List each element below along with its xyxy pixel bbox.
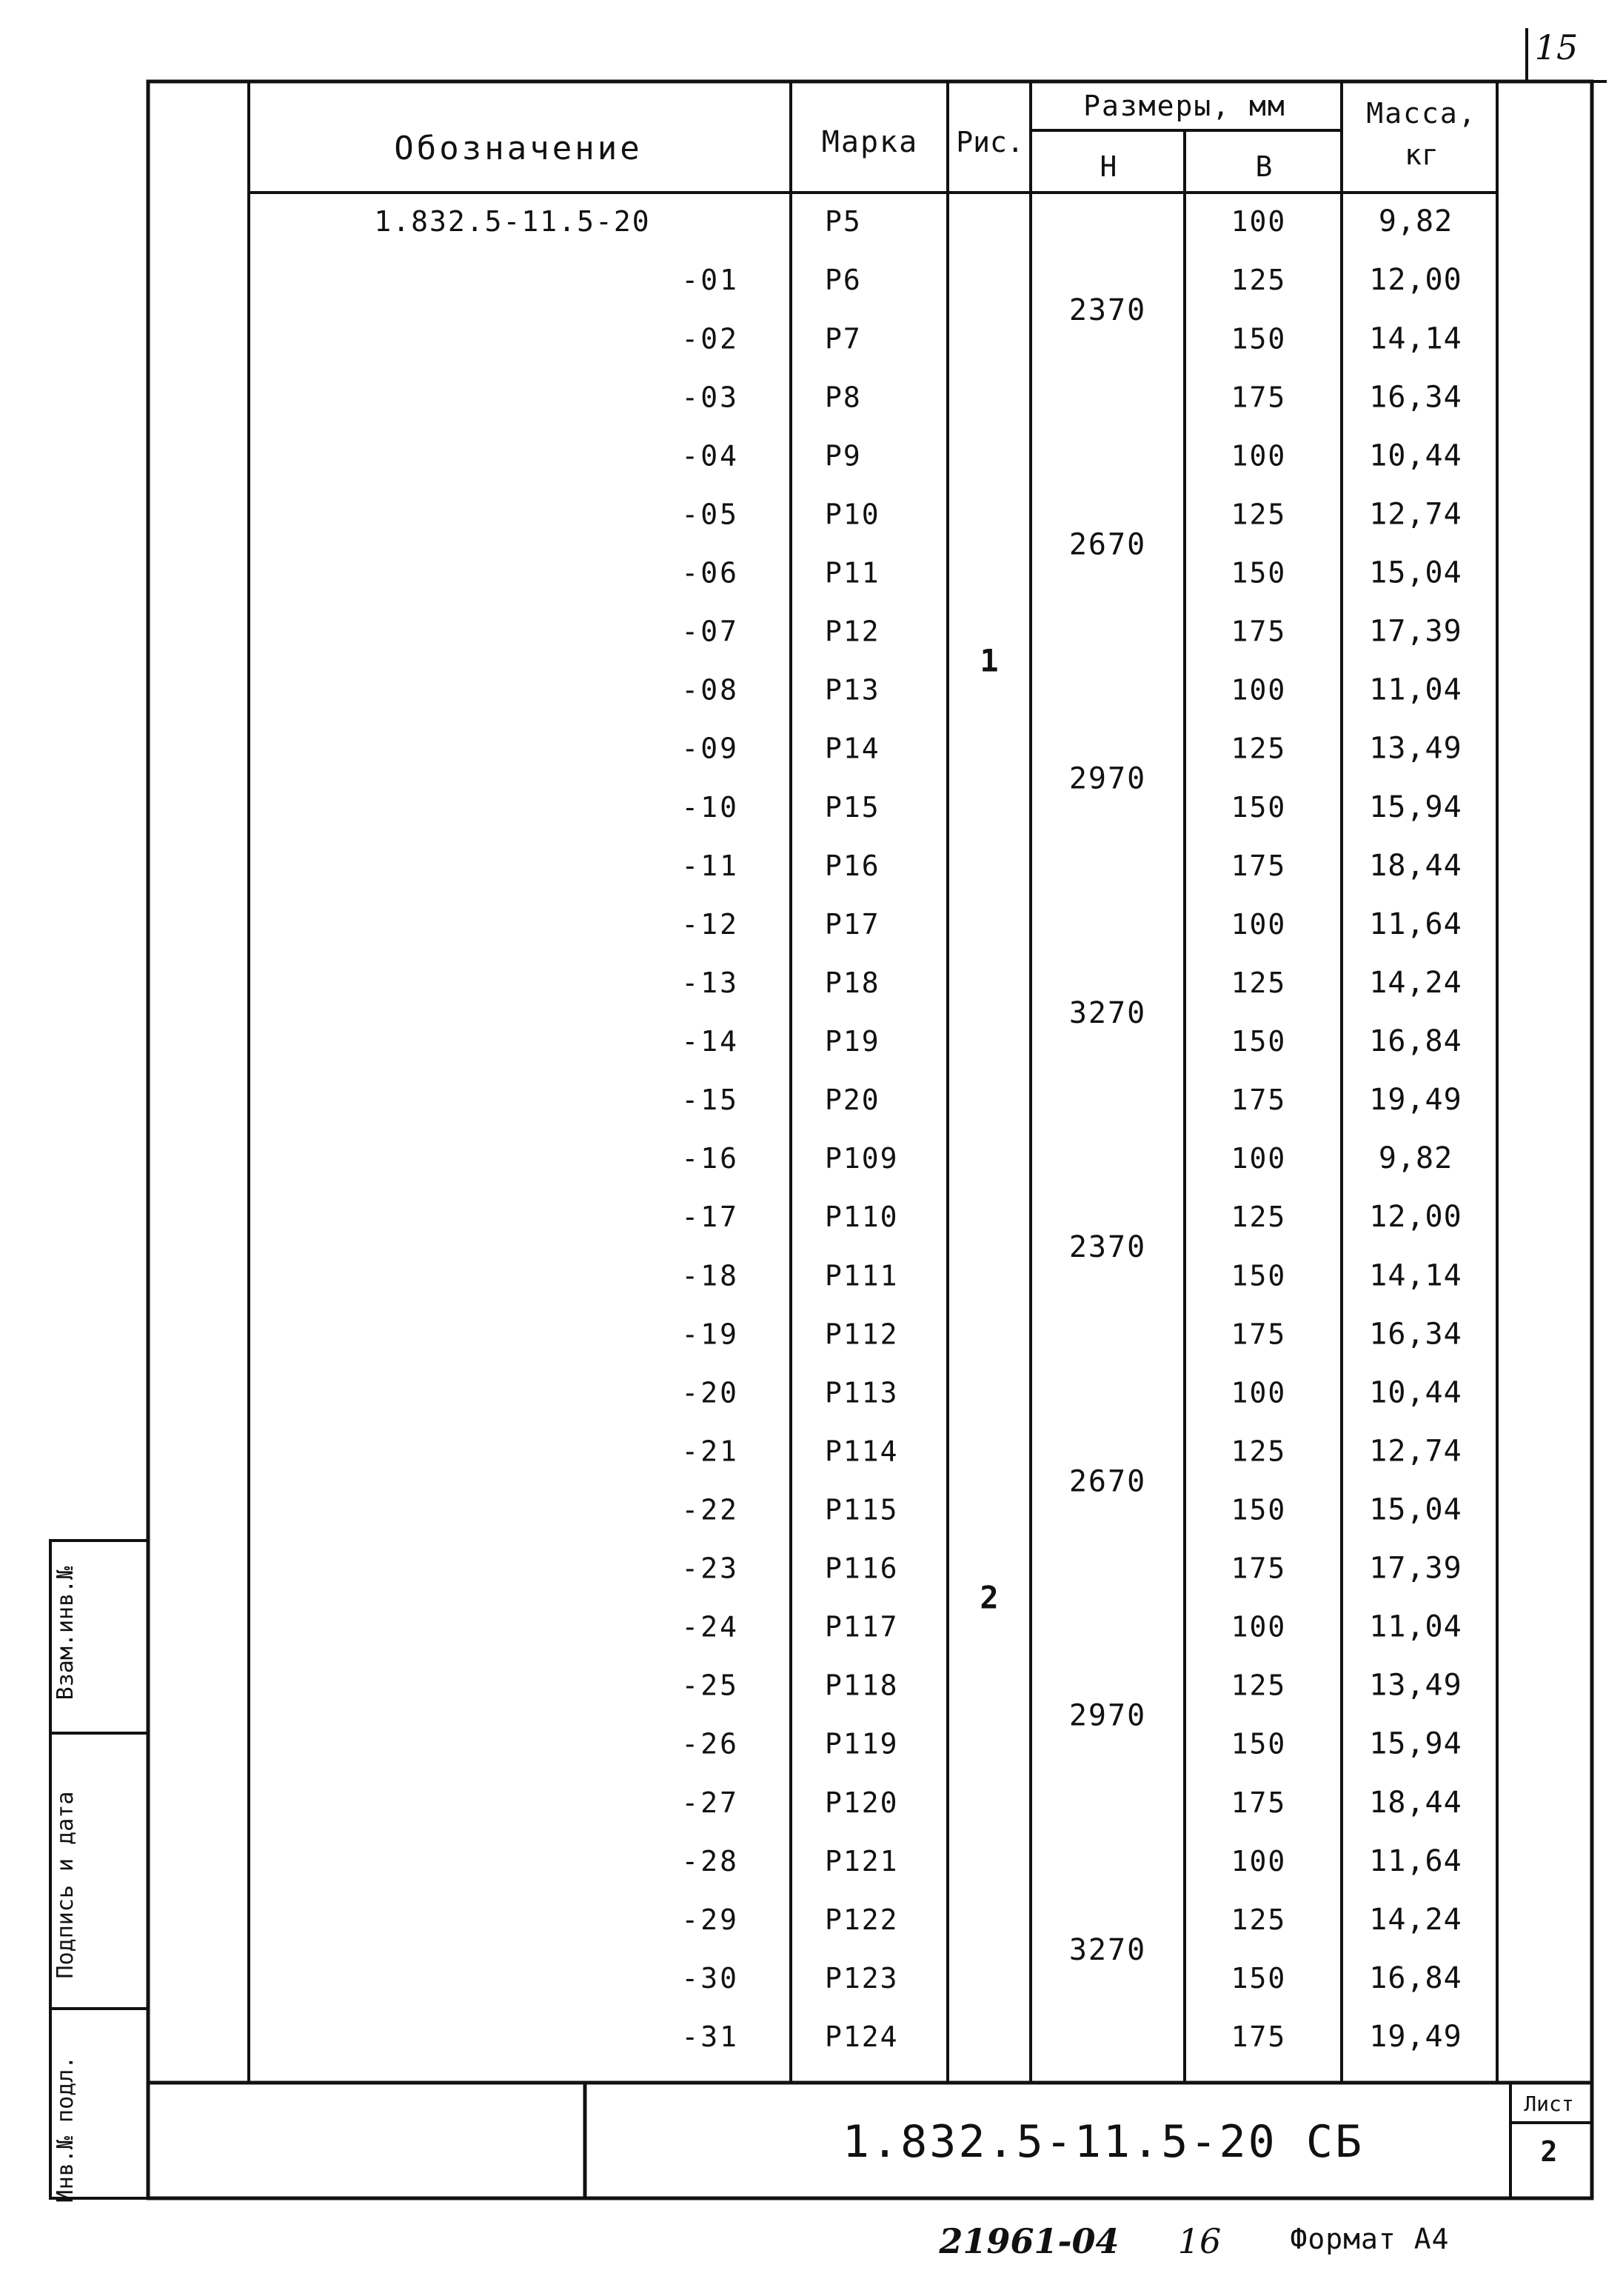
row-mark: Р120 <box>825 1786 899 1819</box>
row-mass: 11,64 <box>1369 1843 1462 1878</box>
row-designation: -18 <box>681 1259 739 1292</box>
row-designation: -08 <box>681 673 739 707</box>
row-mark: Р119 <box>825 1727 899 1761</box>
row-width-b: 175 <box>1231 1318 1287 1351</box>
row-mass: 12,74 <box>1369 497 1462 532</box>
height-h-value: 2670 <box>1068 527 1147 562</box>
row-width-b: 150 <box>1231 790 1287 824</box>
row-designation: -28 <box>681 1844 739 1878</box>
row-width-b: 175 <box>1231 1552 1287 1585</box>
row-designation: -05 <box>681 498 739 531</box>
row-mass: 18,44 <box>1369 1785 1462 1820</box>
row-width-b: 100 <box>1231 1844 1287 1878</box>
row-width-b: 100 <box>1231 439 1287 473</box>
row-width-b: 125 <box>1231 1435 1287 1468</box>
row-mark: Р121 <box>825 1844 899 1878</box>
row-mark: Р6 <box>825 264 862 297</box>
row-mass: 9,82 <box>1378 204 1453 239</box>
row-designation: -30 <box>681 1961 739 1995</box>
row-width-b: 100 <box>1231 673 1287 707</box>
row-designation: -10 <box>681 790 739 824</box>
row-width-b: 175 <box>1231 849 1287 882</box>
row-designation: -16 <box>681 1142 739 1175</box>
row-width-b: 175 <box>1231 1084 1287 1117</box>
row-designation: -23 <box>681 1552 739 1585</box>
row-mass: 10,44 <box>1369 438 1462 473</box>
row-mark: Р113 <box>825 1376 899 1409</box>
header-fig: Рис. <box>956 126 1024 158</box>
header-mass-unit: кг <box>1405 139 1439 171</box>
row-mark: Р117 <box>825 1610 899 1643</box>
row-designation: -12 <box>681 907 739 941</box>
row-mark: Р114 <box>825 1435 899 1468</box>
header-mark: Марка <box>821 125 919 159</box>
row-designation: -11 <box>681 849 739 882</box>
row-width-b: 125 <box>1231 1669 1287 1702</box>
row-mass: 18,44 <box>1369 848 1462 883</box>
figure-number: 2 <box>980 1579 999 1616</box>
row-designation: -25 <box>681 1669 739 1702</box>
row-designation: -09 <box>681 732 739 765</box>
row-width-b: 125 <box>1231 264 1287 297</box>
row-mark: Р9 <box>825 439 862 473</box>
row-mass: 14,24 <box>1369 965 1462 1000</box>
row-mass: 16,84 <box>1369 1960 1462 1995</box>
row-width-b: 100 <box>1231 1610 1287 1643</box>
row-designation: -19 <box>681 1318 739 1351</box>
row-width-b: 125 <box>1231 1201 1287 1234</box>
row-mass: 16,34 <box>1369 1317 1462 1352</box>
row-mass: 14,14 <box>1369 1258 1462 1293</box>
height-h-value: 3270 <box>1068 1932 1147 1967</box>
row-mass: 15,04 <box>1369 555 1462 590</box>
row-width-b: 125 <box>1231 966 1287 999</box>
row-mass: 19,49 <box>1369 1083 1462 1118</box>
row-designation: -13 <box>681 966 739 999</box>
row-width-b: 175 <box>1231 615 1287 648</box>
row-mark: Р17 <box>825 907 880 941</box>
row-designation: 1.832.5-11.5-20 <box>374 205 651 238</box>
row-designation: -26 <box>681 1727 739 1761</box>
row-designation: -02 <box>681 322 739 356</box>
row-mass: 11,04 <box>1369 1609 1462 1644</box>
row-width-b: 100 <box>1231 1142 1287 1175</box>
row-width-b: 150 <box>1231 1961 1287 1995</box>
row-width-b: 150 <box>1231 1025 1287 1058</box>
row-designation: -17 <box>681 1201 739 1234</box>
row-designation: -03 <box>681 381 739 414</box>
row-mark: Р19 <box>825 1025 880 1058</box>
row-mark: Р123 <box>825 1961 899 1995</box>
row-mark: Р118 <box>825 1669 899 1702</box>
row-designation: -07 <box>681 615 739 648</box>
row-width-b: 125 <box>1231 498 1287 531</box>
row-mark: Р109 <box>825 1142 899 1175</box>
row-mark: Р124 <box>825 2020 899 2054</box>
side-label-signature-date: Подпись и дата <box>53 1791 78 1979</box>
page-number: 15 <box>1534 27 1579 67</box>
row-mark: Р116 <box>825 1552 899 1585</box>
row-designation: -01 <box>681 264 739 297</box>
row-width-b: 100 <box>1231 907 1287 941</box>
row-width-b: 175 <box>1231 381 1287 414</box>
row-designation: -04 <box>681 439 739 473</box>
header-designation: Обозначение <box>394 130 643 167</box>
row-mass: 14,24 <box>1369 1902 1462 1937</box>
row-designation: -15 <box>681 1084 739 1117</box>
height-h-value: 2970 <box>1068 761 1147 796</box>
row-mark: Р12 <box>825 615 880 648</box>
row-mass: 13,49 <box>1369 731 1462 766</box>
paper-format: Формат А4 <box>1290 2223 1450 2255</box>
row-mark: Р110 <box>825 1201 899 1234</box>
row-mass: 11,64 <box>1369 907 1462 941</box>
row-width-b: 100 <box>1231 205 1287 238</box>
row-width-b: 175 <box>1231 1786 1287 1819</box>
document-code: 1.832.5-11.5-20 СБ <box>842 2116 1365 2168</box>
row-mark: Р13 <box>825 673 880 707</box>
row-width-b: 100 <box>1231 1376 1287 1409</box>
row-mark: Р20 <box>825 1084 880 1117</box>
row-mark: Р7 <box>825 322 862 356</box>
row-mass: 9,82 <box>1378 1141 1453 1176</box>
row-mark: Р8 <box>825 381 862 414</box>
row-width-b: 150 <box>1231 1493 1287 1526</box>
row-mass: 15,04 <box>1369 1492 1462 1527</box>
row-width-b: 125 <box>1231 1903 1287 1936</box>
row-mark: Р18 <box>825 966 880 999</box>
side-label-inventory: Инв.№ подл. <box>53 2055 78 2203</box>
row-mass: 11,04 <box>1369 673 1462 707</box>
copy-number: 16 <box>1177 2221 1222 2261</box>
row-mass: 15,94 <box>1369 1726 1462 1761</box>
figure-groups <box>948 642 1031 1615</box>
height-h-value: 2370 <box>1068 293 1147 328</box>
row-mark: Р122 <box>825 1903 899 1936</box>
row-mass: 14,14 <box>1369 321 1462 356</box>
row-designation: -21 <box>681 1435 739 1468</box>
header-sizes: Размеры, мм <box>1083 90 1286 122</box>
row-mass: 13,49 <box>1369 1668 1462 1703</box>
row-width-b: 150 <box>1231 556 1287 590</box>
row-mark: Р14 <box>825 732 880 765</box>
height-h-value: 2370 <box>1068 1230 1147 1265</box>
row-mass: 16,34 <box>1369 380 1462 415</box>
row-mark: Р115 <box>825 1493 899 1526</box>
row-designation: -29 <box>681 1903 739 1936</box>
row-mass: 12,74 <box>1369 1434 1462 1469</box>
row-mark: Р10 <box>825 498 880 531</box>
row-designation: -22 <box>681 1493 739 1526</box>
row-designation: -27 <box>681 1786 739 1819</box>
row-mark: Р5 <box>825 205 862 238</box>
height-h-value: 2970 <box>1068 1698 1147 1733</box>
row-mark: Р112 <box>825 1318 899 1351</box>
height-groups <box>1031 293 1185 1967</box>
row-mass: 17,39 <box>1369 614 1462 649</box>
header-mass: Масса, <box>1366 97 1477 130</box>
sheet-label: Лист <box>1524 2092 1574 2116</box>
row-mass: 12,00 <box>1369 263 1462 298</box>
row-mass: 12,00 <box>1369 1200 1462 1235</box>
row-width-b: 175 <box>1231 2020 1287 2054</box>
row-designation: -06 <box>681 556 739 590</box>
row-designation: -31 <box>681 2020 739 2054</box>
row-mark: Р11 <box>825 556 880 590</box>
row-mass: 10,44 <box>1369 1375 1462 1410</box>
sheet-number: 2 <box>1540 2135 1558 2168</box>
height-h-value: 3270 <box>1068 995 1147 1030</box>
inventory-number: 21961-04 <box>939 2221 1120 2261</box>
header-b: В <box>1255 150 1273 183</box>
row-mark: Р16 <box>825 849 880 882</box>
row-mass: 17,39 <box>1369 1551 1462 1586</box>
row-mark: Р15 <box>825 790 880 824</box>
row-mark: Р111 <box>825 1259 899 1292</box>
side-label-replacement: Взам.инв.№ <box>53 1566 78 1701</box>
row-designation: -20 <box>681 1376 739 1409</box>
figure-number: 1 <box>980 642 999 679</box>
row-designation: -24 <box>681 1610 739 1643</box>
row-width-b: 125 <box>1231 732 1287 765</box>
row-width-b: 150 <box>1231 1259 1287 1292</box>
row-mass: 16,84 <box>1369 1024 1462 1059</box>
row-width-b: 150 <box>1231 1727 1287 1761</box>
header-h: Н <box>1100 150 1117 183</box>
row-designation: -14 <box>681 1025 739 1058</box>
row-width-b: 150 <box>1231 322 1287 356</box>
row-mass: 19,49 <box>1369 2020 1462 2055</box>
height-h-value: 2670 <box>1068 1464 1147 1499</box>
row-mass: 15,94 <box>1369 790 1462 824</box>
table-body <box>249 204 1497 2054</box>
